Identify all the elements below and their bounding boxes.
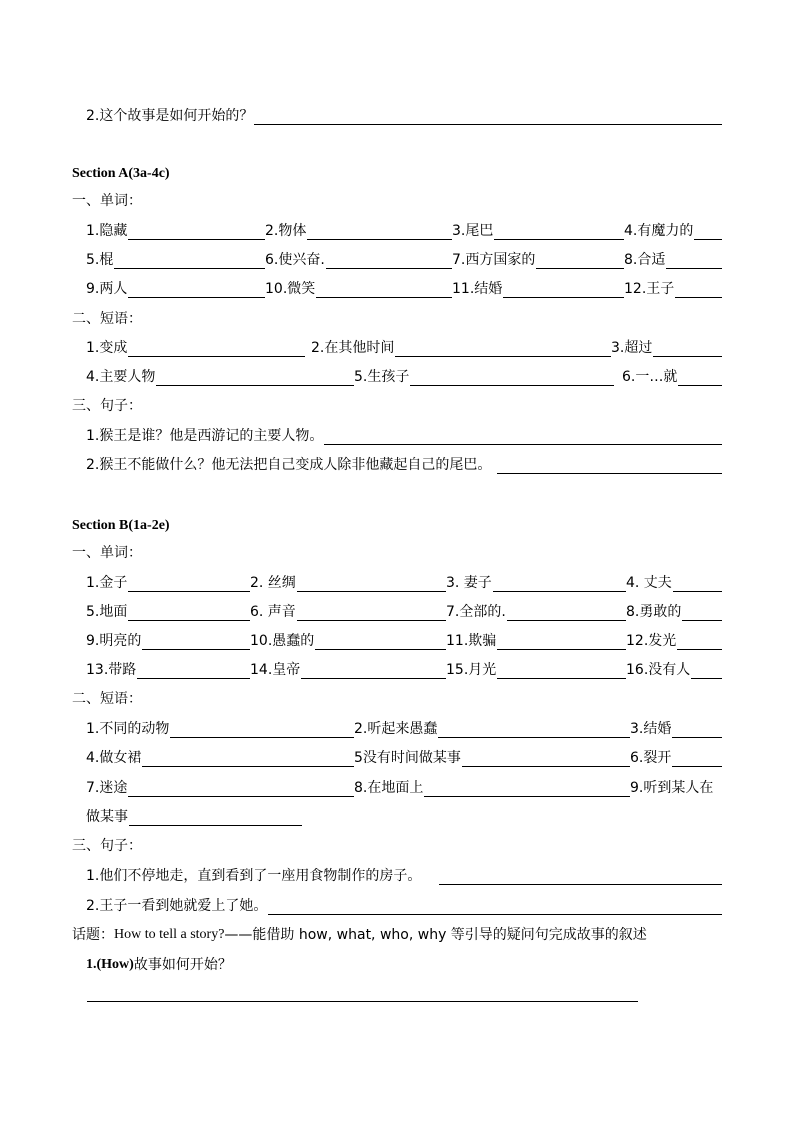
section-a-sentence-1: 1.猴王是谁？他是西游记的主要人物。 xyxy=(86,423,722,445)
word-item: 11.结婚 xyxy=(452,280,624,298)
section-b-words-row-4 xyxy=(86,657,722,679)
answer-blank[interactable] xyxy=(395,340,611,357)
answer-blank[interactable] xyxy=(324,428,722,445)
section-b-phrases-heading: 二、短语： xyxy=(72,691,142,707)
answer-blank[interactable] xyxy=(438,721,630,738)
phrase-item: 3.结婚 xyxy=(630,720,722,738)
phrase-item: 6.一…就 xyxy=(622,368,722,386)
word-item: 16.没有人 xyxy=(626,661,722,679)
section-a-sentence-2: 2.猴王不能做什么？他无法把自己变成人除非他藏起自己的尾巴。 xyxy=(86,452,722,474)
word-item: 10.微笑 xyxy=(265,280,452,298)
topic-line: 话题： How to tell a story? ——能借助 how, what, who, why 等引导的疑问句完成故事的叙述 xyxy=(72,927,647,943)
answer-blank[interactable] xyxy=(307,223,452,240)
word-item: 3. 妻子 xyxy=(446,574,626,592)
section-a-phrases-row-2 xyxy=(86,364,722,386)
phrase-item: 4.主要人物 xyxy=(86,368,354,386)
answer-blank[interactable] xyxy=(678,369,722,386)
answer-blank[interactable] xyxy=(672,721,722,738)
word-item: 5.地面 xyxy=(86,603,250,621)
word-item: 7.西方国家的 xyxy=(452,251,624,269)
answer-blank[interactable] xyxy=(673,575,722,592)
word-item: 1.隐藏 xyxy=(86,222,265,240)
section-a-words-row-1 xyxy=(86,218,722,240)
section-b-sentence-2: 2.王子一看到她就爱上了她。 xyxy=(86,893,722,915)
answer-blank[interactable] xyxy=(677,633,722,650)
section-a-words-row-2 xyxy=(86,247,722,269)
answer-blank[interactable] xyxy=(156,369,354,386)
phrase-item: 9.听到某人在 xyxy=(630,780,714,796)
word-item: 2.物体 xyxy=(265,222,452,240)
answer-blank[interactable] xyxy=(254,108,722,125)
section-b-words-heading: 一、单词： xyxy=(72,545,142,561)
section-b-sentence-1: 1.他们不停地走，直到看到了一座用食物制作的房子。 xyxy=(86,863,722,885)
answer-blank[interactable] xyxy=(675,281,722,298)
word-item: 2. 丝绸 xyxy=(250,574,446,592)
section-b-phrases-row-2 xyxy=(86,745,722,767)
word-item: 6. 声音 xyxy=(250,603,446,621)
answer-blank[interactable] xyxy=(297,604,446,621)
word-item: 1.金子 xyxy=(86,574,250,592)
word-item: 9.两人 xyxy=(86,280,265,298)
phrase-item: 2.听起来愚蠢 xyxy=(354,720,630,738)
top-question-row xyxy=(86,103,722,125)
answer-blank[interactable] xyxy=(297,575,446,592)
answer-blank[interactable] xyxy=(128,575,250,592)
word-item: 5.棍 xyxy=(86,251,265,269)
answer-blank[interactable] xyxy=(129,809,302,826)
topic-question-1: 1.(How) 故事如何开始？ xyxy=(86,957,232,973)
phrase-item: 6.裂开 xyxy=(630,749,722,767)
word-item: 13.带路 xyxy=(86,661,250,679)
word-item: 4.有魔力的 xyxy=(624,222,722,240)
word-item: 14.皇帝 xyxy=(250,661,446,679)
answer-blank[interactable] xyxy=(494,223,624,240)
answer-blank[interactable] xyxy=(462,750,630,767)
topic-answer-line xyxy=(86,980,638,1002)
phrase-item: 8.在地面上 xyxy=(354,779,630,797)
phrase-item: 5.生孩子 xyxy=(354,368,614,386)
word-item: 15.月光 xyxy=(446,661,626,679)
phrase-item: 7.迷途 xyxy=(86,779,354,797)
answer-blank[interactable] xyxy=(497,457,722,474)
answer-blank[interactable] xyxy=(137,662,250,679)
answer-blank[interactable] xyxy=(142,750,354,767)
answer-blank[interactable] xyxy=(114,252,265,269)
answer-blank[interactable] xyxy=(170,721,354,738)
word-item: 6.使兴奋. xyxy=(265,251,452,269)
answer-blank[interactable] xyxy=(666,252,722,269)
section-b-title: Section B(1a-2e) xyxy=(72,518,170,533)
answer-blank[interactable] xyxy=(497,662,626,679)
section-a-phrases-row-1 xyxy=(86,335,722,357)
word-item: 10.愚蠢的 xyxy=(250,632,446,650)
answer-blank[interactable] xyxy=(128,340,305,357)
answer-blank[interactable] xyxy=(410,369,614,386)
section-b-phrases-row-1 xyxy=(86,716,722,738)
answer-blank[interactable] xyxy=(424,780,630,797)
answer-blank[interactable] xyxy=(128,281,265,298)
phrase-item: 5没有时间做某事 xyxy=(354,749,630,767)
word-item: 8.勇敢的 xyxy=(626,603,722,621)
answer-blank[interactable] xyxy=(682,604,722,621)
answer-blank[interactable] xyxy=(493,575,626,592)
answer-blank[interactable] xyxy=(653,340,722,357)
answer-blank[interactable] xyxy=(128,780,354,797)
section-a-phrases-heading: 二、短语： xyxy=(72,311,142,327)
answer-blank[interactable] xyxy=(691,662,722,679)
section-a-words-heading: 一、单词： xyxy=(72,193,142,209)
phrase-item: 1.不同的动物 xyxy=(86,720,354,738)
word-item: 7.全部的. xyxy=(446,603,626,621)
answer-blank[interactable] xyxy=(672,750,722,767)
section-b-phrases-row-3 xyxy=(86,775,722,797)
answer-blank[interactable] xyxy=(128,223,265,240)
section-b-words-row-2 xyxy=(86,599,722,621)
top-question-label: 2.这个故事是如何开始的？ xyxy=(86,108,254,124)
word-item: 4. 丈夫 xyxy=(626,574,722,592)
answer-blank[interactable] xyxy=(497,633,626,650)
phrase-item: 1.变成 xyxy=(86,339,305,357)
section-a-title: Section A(3a-4c) xyxy=(72,166,170,181)
answer-blank[interactable] xyxy=(503,281,624,298)
word-item: 11.欺骗 xyxy=(446,632,626,650)
phrase-item: 2.在其他时间 xyxy=(311,339,611,357)
answer-blank[interactable] xyxy=(268,898,722,915)
word-item: 3.尾巴 xyxy=(452,222,624,240)
section-a-words-row-3 xyxy=(86,276,722,298)
section-b-phrase-continuation: 做某事 xyxy=(86,804,302,826)
section-a-sentences-heading: 三、句子： xyxy=(72,398,142,414)
word-item: 12.发光 xyxy=(626,632,722,650)
answer-blank[interactable] xyxy=(507,604,626,621)
answer-blank[interactable] xyxy=(301,662,446,679)
answer-blank[interactable] xyxy=(315,633,446,650)
phrase-item: 3.超过 xyxy=(611,339,722,357)
answer-blank[interactable] xyxy=(694,223,722,240)
section-b-words-row-1 xyxy=(86,570,722,592)
answer-blank[interactable] xyxy=(439,868,722,885)
word-item: 8.合适 xyxy=(624,251,722,269)
answer-blank[interactable] xyxy=(326,252,452,269)
section-b-sentences-heading: 三、句子： xyxy=(72,838,142,854)
answer-blank[interactable] xyxy=(142,633,250,650)
word-item: 9.明亮的 xyxy=(86,632,250,650)
section-b-words-row-3 xyxy=(86,628,722,650)
word-item: 12.王子 xyxy=(624,280,722,298)
phrase-item: 4.做女裙 xyxy=(86,749,354,767)
answer-blank[interactable] xyxy=(316,281,452,298)
answer-blank[interactable] xyxy=(128,604,250,621)
answer-blank[interactable] xyxy=(87,985,638,1002)
answer-blank[interactable] xyxy=(536,252,624,269)
